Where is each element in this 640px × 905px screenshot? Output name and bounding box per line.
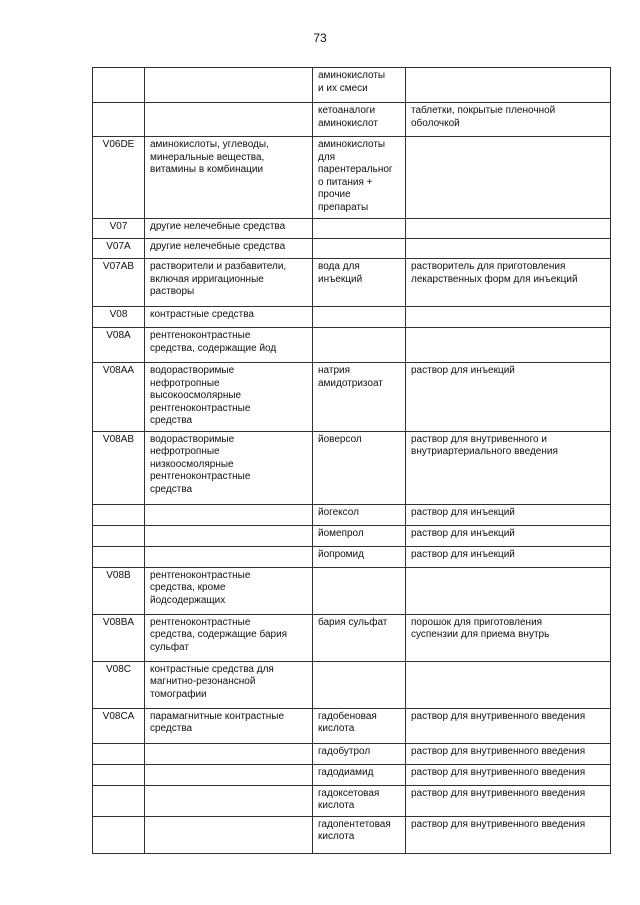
substance-cell <box>313 661 406 708</box>
group-name-cell: водорастворимые нефротропные высокоосмолярные рентгеноконтрастные средства <box>145 363 313 432</box>
atc-code-cell <box>93 764 145 785</box>
substance-cell: гадоксетовая кислота <box>313 785 406 816</box>
atc-code-cell <box>93 816 145 853</box>
table-row <box>93 363 611 432</box>
group-name-cell: другие нелечебные средства <box>145 219 313 239</box>
substance-cell <box>313 239 406 259</box>
dosage-form-cell: порошок для приготовления суспензии для приема внутрь <box>406 614 611 661</box>
dosage-form-cell: раствор для внутривенного введения <box>406 816 611 853</box>
table-row <box>93 614 611 661</box>
substance-cell: бария сульфат <box>313 614 406 661</box>
group-name-cell: контрастные средства для магнитно-резонансной томографии <box>145 661 313 708</box>
atc-code-cell: V08A <box>93 328 145 363</box>
drug-table <box>92 67 611 854</box>
table-row <box>93 816 611 853</box>
dosage-form-cell <box>406 567 611 614</box>
substance-cell: гадобутрол <box>313 743 406 764</box>
table-row <box>93 661 611 708</box>
table-row <box>93 708 611 743</box>
table-row <box>93 764 611 785</box>
dosage-form-cell: раствор для инъекций <box>406 363 611 432</box>
group-name-cell: рентгеноконтрастные средства, кроме йодсодержащих <box>145 567 313 614</box>
atc-code-cell <box>93 525 145 546</box>
substance-cell: аминокислоты для парентеральног о питания + прочие препараты <box>313 137 406 219</box>
group-name-cell: контрастные средства <box>145 307 313 328</box>
group-name-cell: водорастворимые нефротропные низкоосмолярные рентгеноконтрастные средства <box>145 431 313 504</box>
group-name-cell <box>145 103 313 137</box>
group-name-cell: другие нелечебные средства <box>145 239 313 259</box>
group-name-cell <box>145 525 313 546</box>
table-row <box>93 259 611 307</box>
table-row <box>93 219 611 239</box>
substance-cell: вода для инъекций <box>313 259 406 307</box>
dosage-form-cell: растворитель для приготовления лекарственных форм для инъекций <box>406 259 611 307</box>
group-name-cell: растворители и разбавители, включая ирригационные растворы <box>145 259 313 307</box>
dosage-form-cell <box>406 307 611 328</box>
dosage-form-cell: раствор для внутривенного введения <box>406 785 611 816</box>
dosage-form-cell: раствор для внутривенного введения <box>406 743 611 764</box>
dosage-form-cell <box>406 137 611 219</box>
atc-code-cell <box>93 504 145 525</box>
table-row <box>93 743 611 764</box>
dosage-form-cell: раствор для инъекций <box>406 525 611 546</box>
atc-code-cell <box>93 743 145 764</box>
table-row <box>93 525 611 546</box>
atc-code-cell: V07A <box>93 239 145 259</box>
substance-cell <box>313 307 406 328</box>
dosage-form-cell: раствор для внутривенного введения <box>406 708 611 743</box>
dosage-form-cell <box>406 239 611 259</box>
substance-cell: гадопентетовая кислота <box>313 816 406 853</box>
atc-code-cell: V08AB <box>93 431 145 504</box>
group-name-cell <box>145 68 313 103</box>
group-name-cell <box>145 546 313 567</box>
substance-cell <box>313 567 406 614</box>
group-name-cell <box>145 785 313 816</box>
table-row <box>93 68 611 103</box>
group-name-cell <box>145 504 313 525</box>
atc-code-cell <box>93 785 145 816</box>
dosage-form-cell <box>406 328 611 363</box>
table-row <box>93 546 611 567</box>
group-name-cell <box>145 764 313 785</box>
atc-code-cell: V06DE <box>93 137 145 219</box>
group-name-cell: аминокислоты, углеводы, минеральные вещества, витамины в комбинации <box>145 137 313 219</box>
atc-code-cell: V08B <box>93 567 145 614</box>
atc-code-cell: V07 <box>93 219 145 239</box>
dosage-form-cell <box>406 661 611 708</box>
group-name-cell <box>145 743 313 764</box>
atc-code-cell: V08C <box>93 661 145 708</box>
table-row <box>93 103 611 137</box>
page-number: 73 <box>313 31 327 45</box>
group-name-cell: парамагнитные контрастные средства <box>145 708 313 743</box>
drug-table-body <box>93 68 611 854</box>
dosage-form-cell: таблетки, покрытые пленочной оболочкой <box>406 103 611 137</box>
table-row <box>93 239 611 259</box>
substance-cell: йомепрол <box>313 525 406 546</box>
dosage-form-cell <box>406 219 611 239</box>
substance-cell <box>313 219 406 239</box>
dosage-form-cell: раствор для инъекций <box>406 546 611 567</box>
atc-code-cell <box>93 103 145 137</box>
atc-code-cell: V08 <box>93 307 145 328</box>
substance-cell <box>313 328 406 363</box>
table-row <box>93 328 611 363</box>
group-name-cell: рентгеноконтрастные средства, содержащие бария сульфат <box>145 614 313 661</box>
dosage-form-cell: раствор для внутривенного введения <box>406 764 611 785</box>
substance-cell: аминокислоты и их смеси <box>313 68 406 103</box>
table-row <box>93 567 611 614</box>
table-row <box>93 307 611 328</box>
substance-cell: йогексол <box>313 504 406 525</box>
atc-code-cell: V08AA <box>93 363 145 432</box>
substance-cell: гадодиамид <box>313 764 406 785</box>
dosage-form-cell: раствор для инъекций <box>406 504 611 525</box>
substance-cell: йоверсол <box>313 431 406 504</box>
substance-cell: йопромид <box>313 546 406 567</box>
table-row <box>93 504 611 525</box>
substance-cell: натрия амидотризоат <box>313 363 406 432</box>
atc-code-cell: V08BA <box>93 614 145 661</box>
group-name-cell: рентгеноконтрастные средства, содержащие йод <box>145 328 313 363</box>
group-name-cell <box>145 816 313 853</box>
atc-code-cell: V08CA <box>93 708 145 743</box>
table-row <box>93 137 611 219</box>
substance-cell: кетоаналоги аминокислот <box>313 103 406 137</box>
dosage-form-cell <box>406 68 611 103</box>
dosage-form-cell: раствор для внутривенного и внутриартериального введения <box>406 431 611 504</box>
table-row <box>93 785 611 816</box>
table-row <box>93 431 611 504</box>
atc-code-cell <box>93 546 145 567</box>
atc-code-cell <box>93 68 145 103</box>
atc-code-cell: V07AB <box>93 259 145 307</box>
substance-cell: гадобеновая кислота <box>313 708 406 743</box>
